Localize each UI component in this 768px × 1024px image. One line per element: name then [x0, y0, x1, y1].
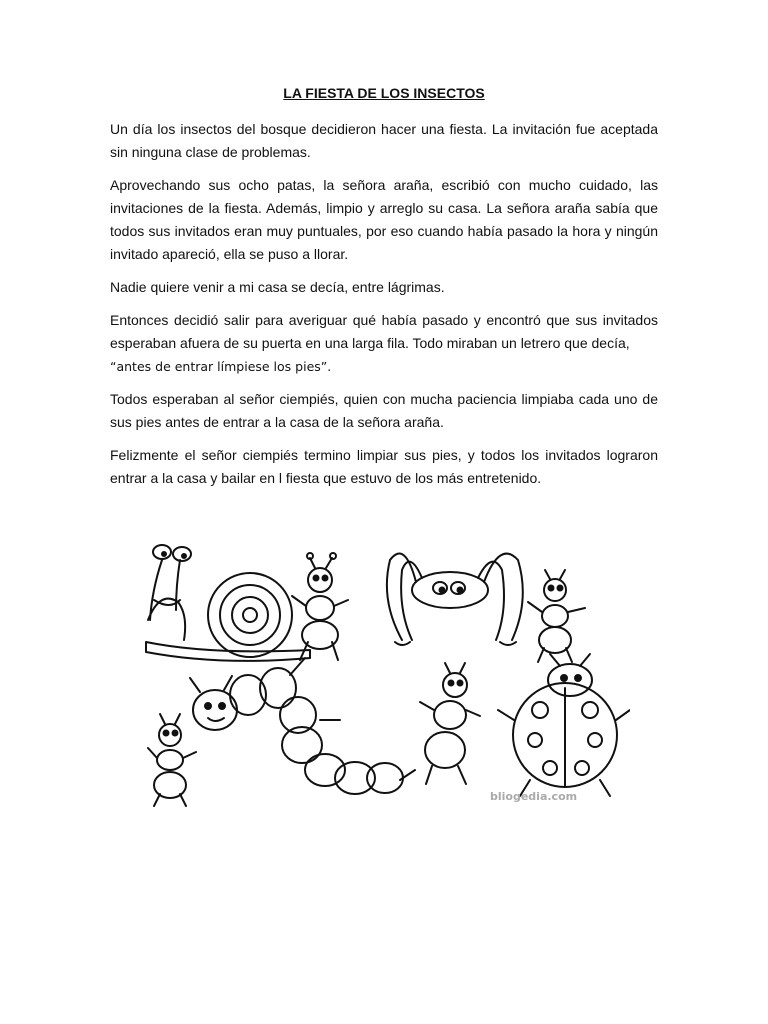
caterpillar-icon [190, 658, 415, 794]
document-title: LA FIESTA DE LOS INSECTOS [283, 85, 485, 101]
paragraph-3: Nadie quiere venir a mi casa se decía, entre lágrimas. [110, 279, 445, 295]
paragraph-6: Felizmente el señor ciempiés termino limpiar sus pies, y todos los invitados lograron entrar a la casa y bailar en l fiesta que estuvo de los más entretenido. [110, 447, 658, 486]
sign-quote: “antes de entrar límpiese los pies”. [110, 359, 332, 374]
paragraph-5: Todos esperaban al señor ciempiés, quien con mucha paciencia limpiaba cada uno de sus pies antes de entrar a la casa de la señora araña. [110, 391, 658, 430]
spider-icon [387, 554, 523, 645]
insects-illustration [140, 530, 630, 810]
watermark: bliogedia.com [490, 790, 578, 803]
ladybug-icon [498, 654, 630, 796]
paragraph-4 [110, 309, 658, 378]
paragraph-1: Un día los insectos del bosque decidieron hacer una fiesta. La invitación fue aceptada sin ninguna clase de problemas. [110, 121, 658, 160]
snail-icon [146, 545, 310, 661]
paragraph-2: Aprovechando sus ocho patas, la señora araña, escribió con mucho cuidado, las invitaciones de la fiesta. Además, limpio y arreglo su casa. La señora araña sabía que todos sus invitados eran muy puntuales, por eso cuando había pasado la hora y ningún invitado apareció, ella se puso a llorar. [110, 177, 658, 262]
story-body [110, 118, 658, 500]
ant-icon [528, 570, 585, 662]
paragraph-4-text: Entonces decidió salir para averiguar qué había pasado y encontró que sus invitados esperaban afuera de su puerta en una larga fila. Todo miraban un letrero que decía, [110, 312, 658, 351]
ant-icon [420, 663, 480, 784]
ant-icon [292, 553, 348, 660]
ant-icon [148, 714, 196, 806]
